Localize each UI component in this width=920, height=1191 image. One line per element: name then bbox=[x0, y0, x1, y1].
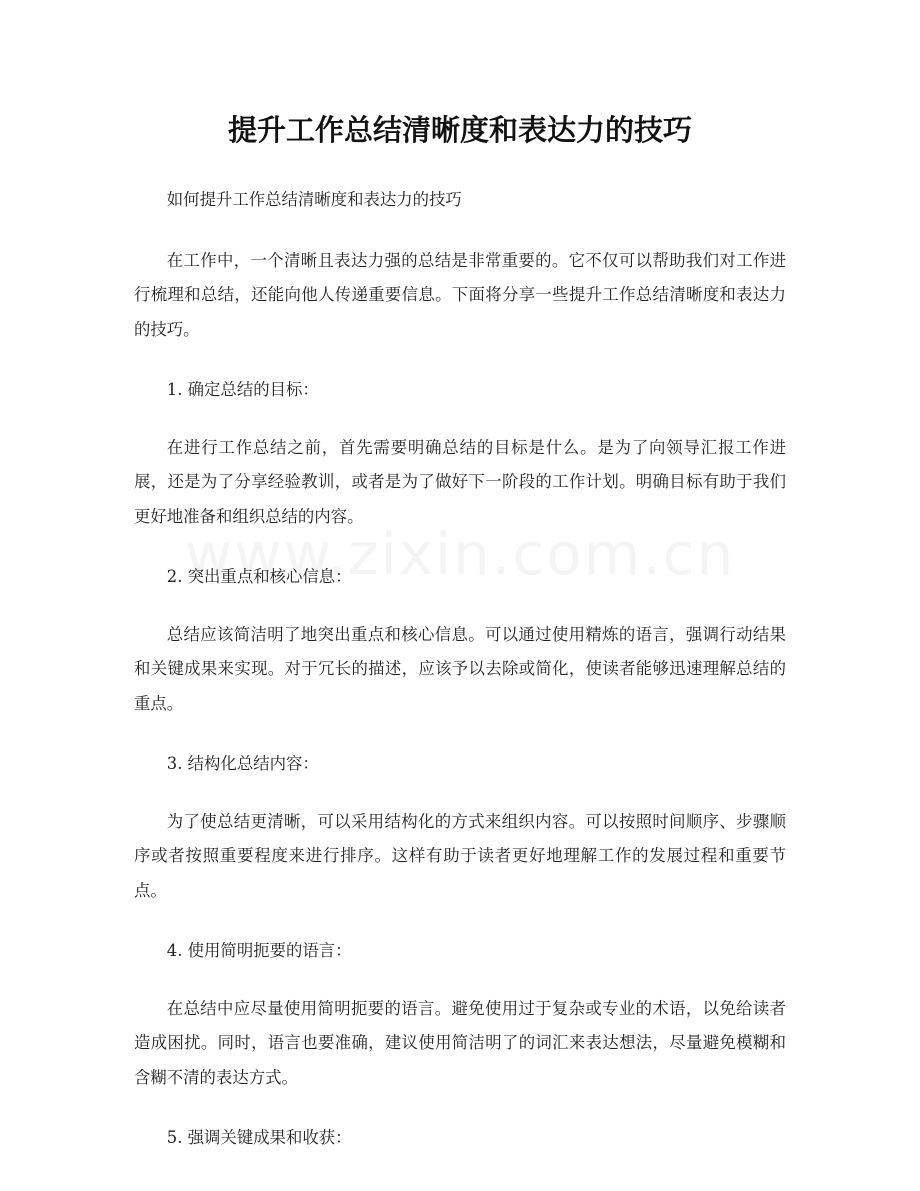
section-heading-5: 5. 强调关键成果和收获： bbox=[166, 1128, 352, 1147]
paragraph-section-4: 在总结中应尽量使用简明扼要的语言。避免使用过于复杂或专业的术语，以免给读者造成困扰。同时，语言也要准确，建议使用简洁明了的词汇来表达想法，尽量避免模糊和含糊不清的表达方式。 bbox=[134, 998, 786, 1087]
section-heading-1: 1. 确定总结的目标： bbox=[166, 380, 319, 399]
section-heading-3: 3. 结构化总结内容： bbox=[166, 754, 319, 773]
document-body bbox=[134, 183, 786, 1179]
section-heading-2: 2. 突出重点和核心信息： bbox=[166, 567, 352, 586]
paragraph-section-1: 在进行工作总结之前，首先需要明确总结的目标是什么。是为了向领导汇报工作进展，还是为了分享经验教训，或者是为了做好下一阶段的工作计划。明确目标有助于我们更好地准备和组织总结的内容。 bbox=[134, 437, 786, 526]
section-heading-4: 4. 使用简明扼要的语言： bbox=[166, 941, 352, 960]
paragraph-subtitle: 如何提升工作总结清晰度和表达力的技巧 bbox=[166, 190, 462, 209]
paragraph-section-2: 总结应该简洁明了地突出重点和核心信息。可以通过使用精炼的语言，强调行动结果和关键成果来实现。对于冗长的描述，应该予以去除或简化，使读者能够迅速理解总结的重点。 bbox=[134, 624, 786, 713]
paragraph-intro: 在工作中，一个清晰且表达力强的总结是非常重要的。它不仅可以帮助我们对工作进行梳理和总结，还能向他人传递重要信息。下面将分享一些提升工作总结清晰度和表达力的技巧。 bbox=[134, 250, 786, 339]
paragraph-section-3: 为了使总结更清晰，可以采用结构化的方式来组织内容。可以按照时间顺序、步骤顺序或者按照重要程度来进行排序。这样有助于读者更好地理解工作的发展过程和重要节点。 bbox=[134, 811, 786, 900]
document-title: 提升工作总结清晰度和表达力的技巧 bbox=[227, 113, 692, 147]
